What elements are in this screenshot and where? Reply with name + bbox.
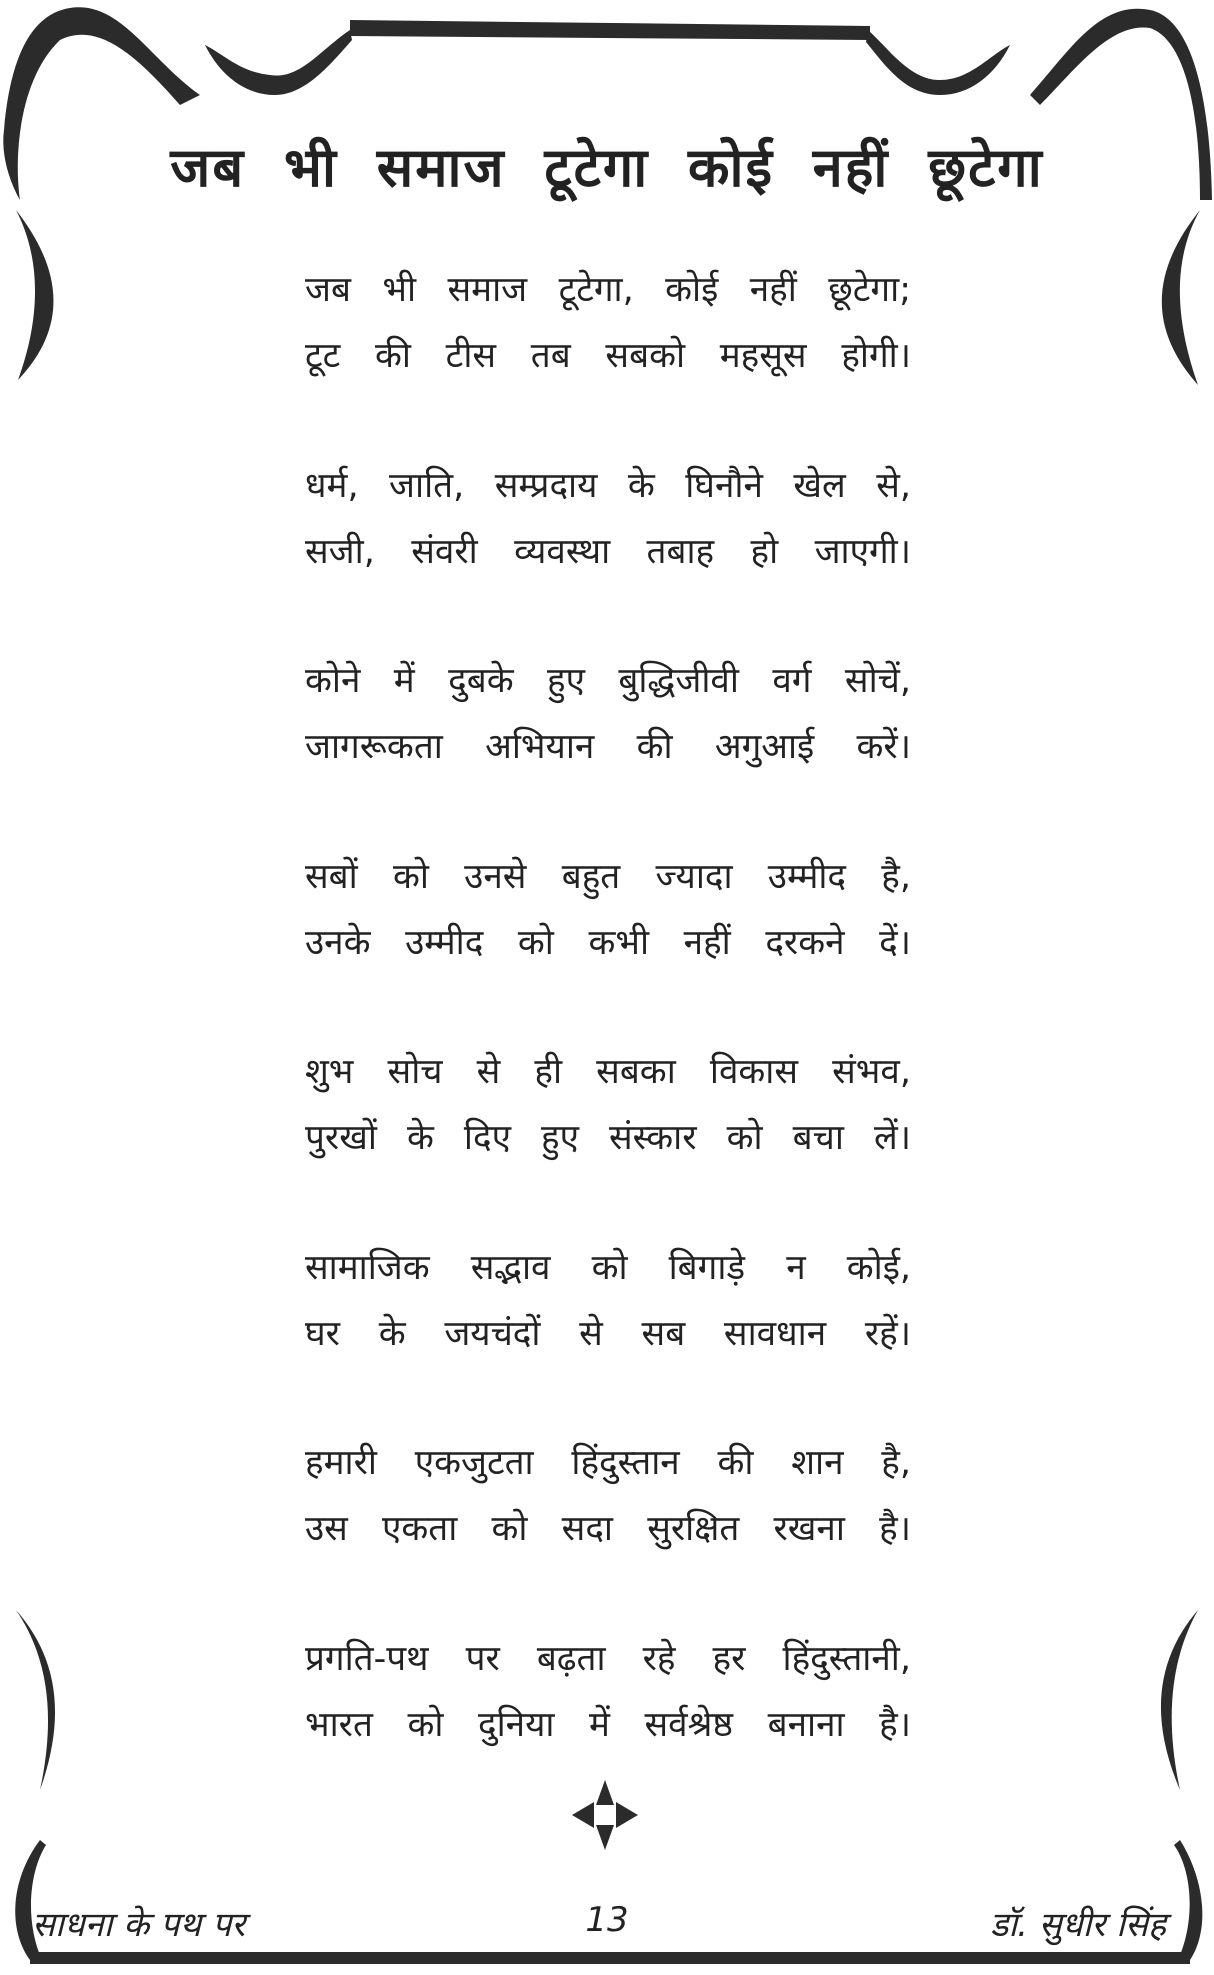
- poem-line: शुभ सोच से ही सबका विकास संभव,: [305, 1052, 911, 1092]
- poem-line: जब भी समाज टूटेगा, कोई नहीं छूटेगा;: [305, 270, 911, 310]
- poem-line: सामाजिक सद्भाव को बिगाड़े न कोई,: [305, 1247, 911, 1288]
- poem-line: सबों को उनसे बहुत ज्यादा उम्मीद है,: [305, 856, 911, 897]
- footer-book-title: साधना के पथ पर: [32, 1905, 246, 1945]
- poem-line: प्रगति-पथ पर बढ़ता रहे हर हिंदुस्तानी,: [305, 1638, 911, 1679]
- page-number: 13: [585, 1900, 629, 1940]
- poem-line: धर्म, जाति, सम्प्रदाय के घिनौने खेल से,: [305, 465, 911, 506]
- poem-line: जागरूकता अभियान की अगुआई करें।: [305, 727, 911, 767]
- poem-line: पुरखों के दिए हुए संस्कार को बचा लें।: [305, 1118, 911, 1158]
- poem-line: उस एकता को सदा सुरक्षित रखना है।: [305, 1509, 911, 1549]
- ornament-icon: [572, 1780, 638, 1850]
- poem-line: घर के जयचंदों से सब सावधान रहें।: [305, 1313, 911, 1354]
- poem-title: जब भी समाज टूटेगा कोई नहीं छूटेगा: [170, 136, 1044, 199]
- footer-author: डॉ. सुधीर सिंह: [990, 1905, 1166, 1945]
- poem-line: सजी, संवरी व्यवस्था तबाह हो जाएगी।: [305, 531, 911, 572]
- poem-line: भारत को दुनिया में सर्वश्रेष्ठ बनाना है।: [305, 1704, 911, 1745]
- poem-line: उनके उम्मीद को कभी नहीं दरकने दें।: [305, 922, 911, 963]
- poem-line: हमारी एकजुटता हिंदुस्तान की शान है,: [305, 1443, 911, 1483]
- poem-line: कोने में दुबके हुए बुद्धिजीवी वर्ग सोचें,: [305, 661, 911, 701]
- poem-line: टूट की टीस तब सबको महसूस होगी।: [305, 336, 911, 376]
